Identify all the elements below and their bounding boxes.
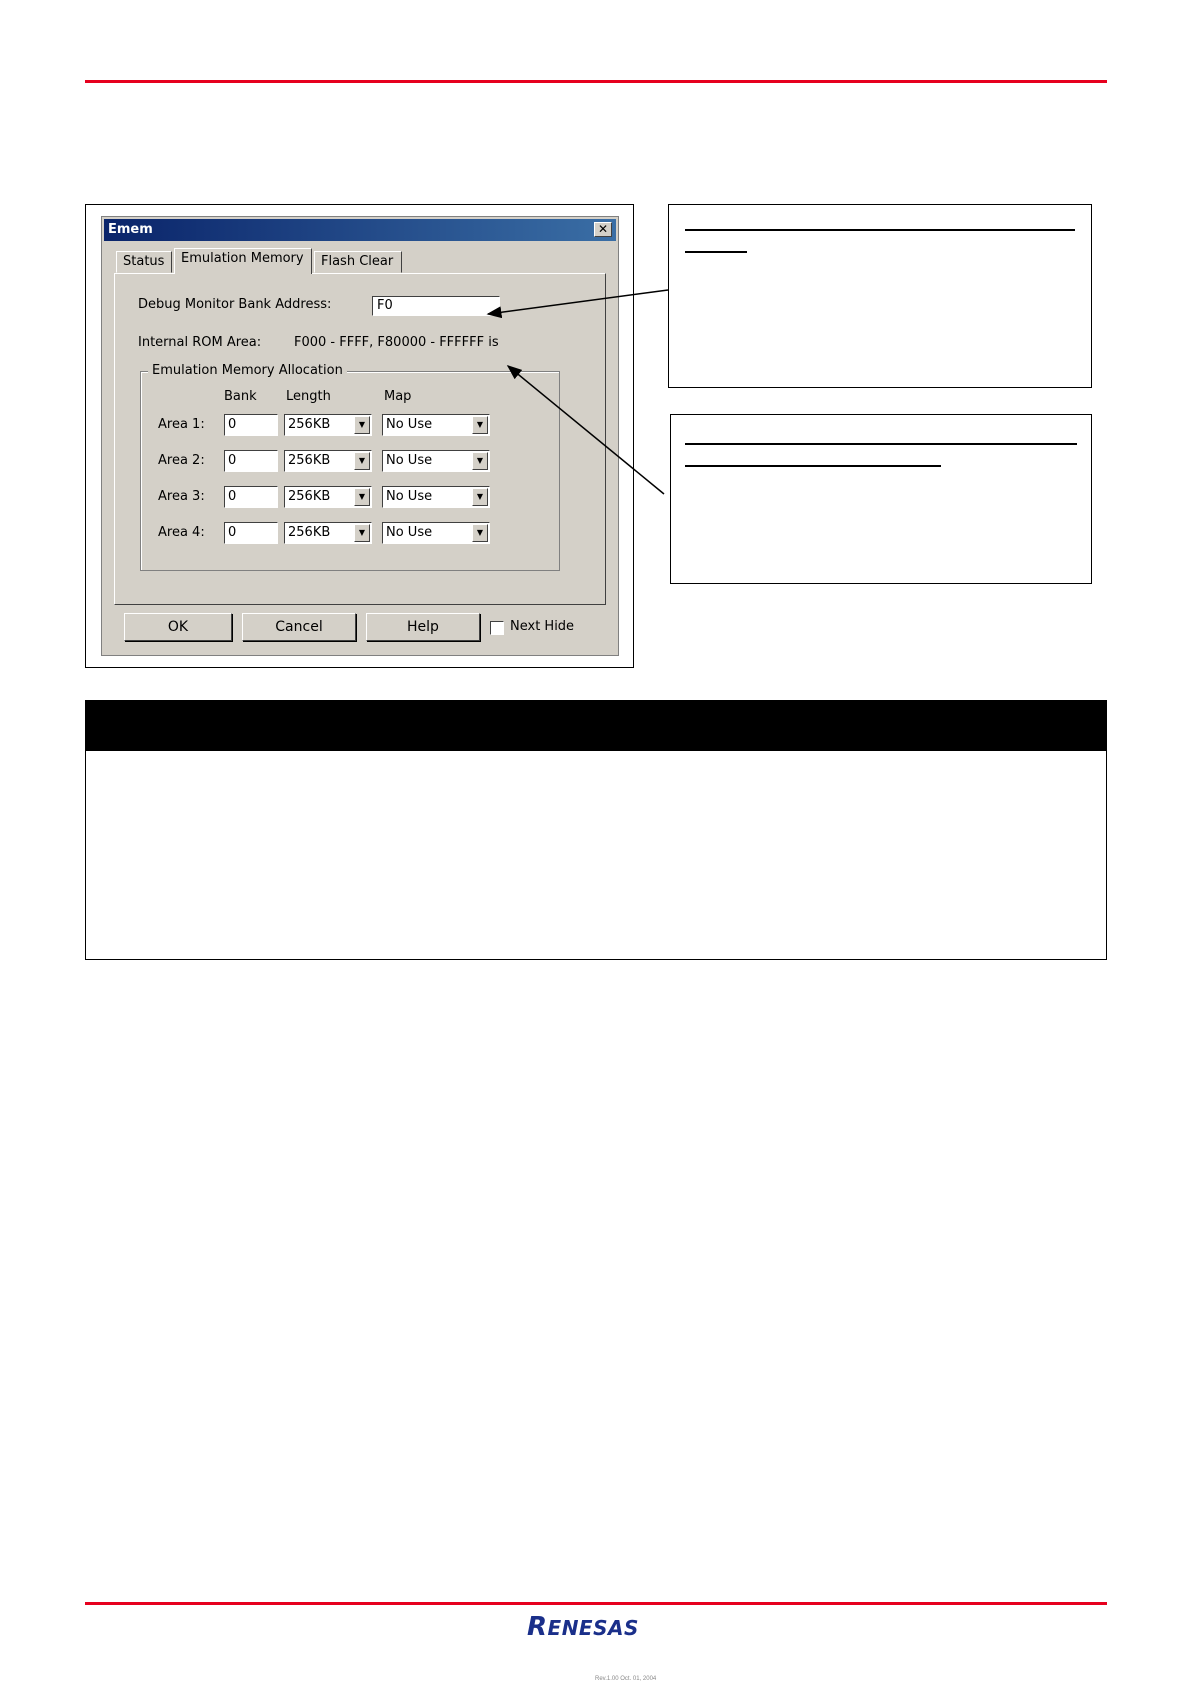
note-box bbox=[85, 700, 1107, 960]
area-4-bank-input[interactable]: 0 bbox=[224, 522, 278, 544]
renesas-logo: RENESAS bbox=[527, 1612, 639, 1642]
tab-flash-clear[interactable]: Flash Clear bbox=[314, 251, 402, 273]
area-2-map-value: No Use bbox=[386, 453, 433, 468]
column-header-bank: Bank bbox=[224, 389, 257, 404]
chevron-down-icon[interactable]: ▼ bbox=[354, 416, 370, 434]
area-3-label: Area 3: bbox=[158, 489, 205, 504]
column-header-map: Map bbox=[384, 389, 412, 404]
chevron-down-icon[interactable]: ▼ bbox=[354, 524, 370, 542]
area-3-bank-input[interactable]: 0 bbox=[224, 486, 278, 508]
chevron-down-icon[interactable]: ▼ bbox=[354, 452, 370, 470]
tab-emulation-memory[interactable]: Emulation Memory bbox=[174, 248, 312, 274]
note-box-header bbox=[86, 701, 1106, 751]
area-4-map-value: No Use bbox=[386, 525, 433, 540]
area-4-label: Area 4: bbox=[158, 525, 205, 540]
arrow-to-rom-area bbox=[508, 366, 664, 494]
next-hide-label: Next Hide bbox=[510, 619, 575, 634]
footer-mark: Rev.1.00 Oct. 01, 2004 bbox=[595, 1676, 657, 1682]
chevron-down-icon[interactable]: ▼ bbox=[354, 488, 370, 506]
area-3-length-value: 256KB bbox=[288, 489, 331, 504]
dialog-title: Emem bbox=[108, 222, 153, 237]
chevron-down-icon[interactable]: ▼ bbox=[472, 488, 488, 506]
chevron-down-icon[interactable]: ▼ bbox=[472, 452, 488, 470]
area-2-length-value: 256KB bbox=[288, 453, 331, 468]
area-2-bank-input[interactable]: 0 bbox=[224, 450, 278, 472]
chevron-down-icon[interactable]: ▼ bbox=[472, 524, 488, 542]
ok-button[interactable]: OK bbox=[124, 613, 232, 641]
area-3-map-value: No Use bbox=[386, 489, 433, 504]
rom-area-value: F000 - FFFF, F80000 - FFFFFF is bbox=[294, 335, 499, 350]
bottom-red-rule bbox=[85, 1602, 1107, 1605]
close-icon[interactable]: ✕ bbox=[594, 222, 612, 237]
area-1-length-value: 256KB bbox=[288, 417, 331, 432]
rom-area-label: Internal ROM Area: bbox=[138, 335, 262, 350]
help-button[interactable]: Help bbox=[366, 613, 480, 641]
bank-address-label: Debug Monitor Bank Address: bbox=[138, 297, 332, 312]
area-4-length-value: 256KB bbox=[288, 525, 331, 540]
cancel-button[interactable]: Cancel bbox=[242, 613, 356, 641]
chevron-down-icon[interactable]: ▼ bbox=[472, 416, 488, 434]
area-2-label: Area 2: bbox=[158, 453, 205, 468]
column-header-length: Length bbox=[286, 389, 331, 404]
tab-status[interactable]: Status bbox=[116, 251, 172, 273]
arrow-to-bank-address bbox=[488, 290, 668, 314]
area-1-label: Area 1: bbox=[158, 417, 205, 432]
area-1-map-value: No Use bbox=[386, 417, 433, 432]
allocation-group-title: Emulation Memory Allocation bbox=[148, 363, 347, 378]
bank-address-input[interactable]: F0 bbox=[372, 296, 500, 316]
area-1-bank-input[interactable]: 0 bbox=[224, 414, 278, 436]
